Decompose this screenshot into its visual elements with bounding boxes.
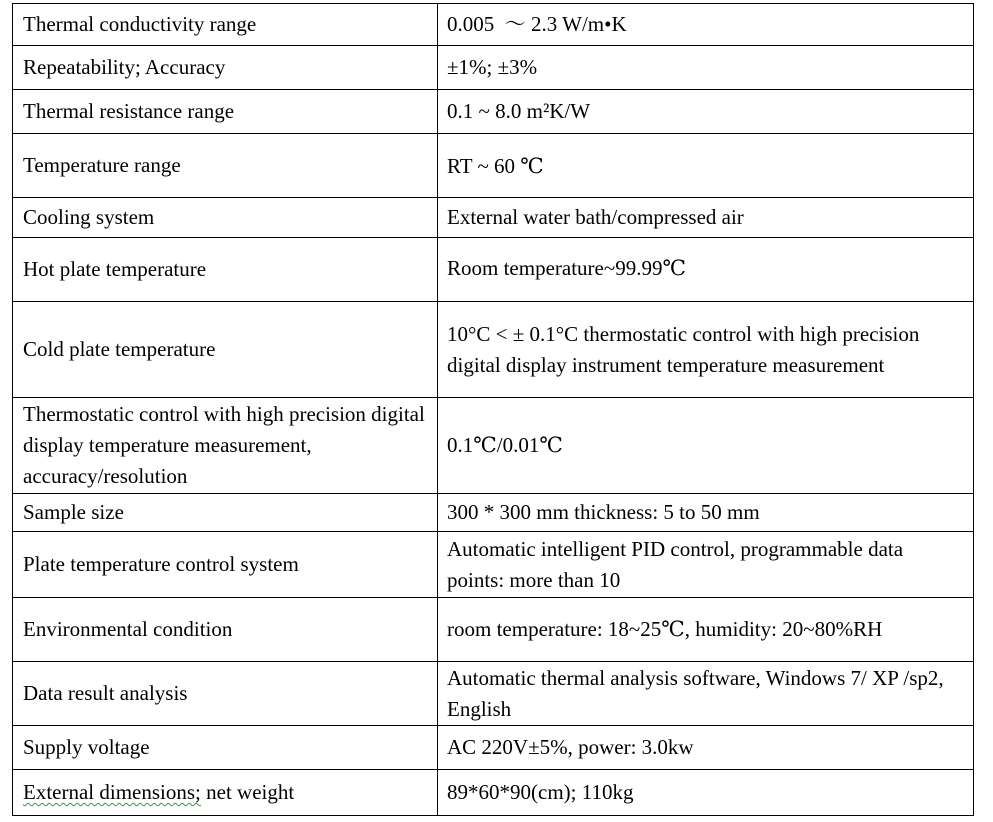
value-cell: External water bath/compressed air <box>438 198 974 238</box>
value-cell: AC 220V±5%, power: 3.0kw <box>438 726 974 770</box>
table-row <box>13 238 974 302</box>
value-cell: room temperature: 18~25℃, humidity: 20~80%RH <box>438 598 974 662</box>
value-cell: Automatic intelligent PID control, programmable data points: more than 10 <box>438 532 974 598</box>
param-cell: Repeatability; Accuracy <box>13 46 438 90</box>
param-cell: Cold plate temperature <box>13 302 438 398</box>
value-cell: 300 * 300 mm thickness: 5 to 50 mm <box>438 494 974 532</box>
value-cell: 0.005 ～ 2.3 W/m•K <box>438 4 974 46</box>
param-cell: Supply voltage <box>13 726 438 770</box>
table-row <box>13 46 974 90</box>
value-cell: RT ~ 60 ℃ <box>438 134 974 198</box>
table-row <box>13 726 974 770</box>
value-cell: 0.1℃/0.01℃ <box>438 398 974 494</box>
param-cell: Data result analysis <box>13 662 438 726</box>
table-row <box>13 398 974 494</box>
value-cell: 0.1 ~ 8.0 m²K/W <box>438 90 974 134</box>
table-row <box>13 494 974 532</box>
param-cell: Cooling system <box>13 198 438 238</box>
table-row <box>13 532 974 598</box>
param-cell: Environmental condition <box>13 598 438 662</box>
param-cell <box>13 770 438 816</box>
spec-table <box>12 3 974 816</box>
param-cell: Sample size <box>13 494 438 532</box>
table-row <box>13 4 974 46</box>
table-row <box>13 770 974 816</box>
param-cell: Thermostatic control with high precision digital display temperature measurement, accuracy/resolution <box>13 398 438 494</box>
param-cell: Plate temperature control system <box>13 532 438 598</box>
param-cell: Hot plate temperature <box>13 238 438 302</box>
param-cell: Thermal resistance range <box>13 90 438 134</box>
value-cell: Room temperature~99.99℃ <box>438 238 974 302</box>
table-row <box>13 198 974 238</box>
table-row <box>13 134 974 198</box>
value-cell: 89*60*90(cm); 110kg <box>438 770 974 816</box>
param-cell: Temperature range <box>13 134 438 198</box>
table-row <box>13 598 974 662</box>
spellcheck-underlined-text: External dimensions; <box>23 780 201 804</box>
table-row <box>13 302 974 398</box>
param-text-rest: net weight <box>200 780 295 804</box>
param-cell: Thermal conductivity range <box>13 4 438 46</box>
table-row <box>13 90 974 134</box>
value-cell: ±1%; ±3% <box>438 46 974 90</box>
value-cell: 10°C < ± 0.1°C thermostatic control with high precision digital display instrument temperature measurement <box>438 302 974 398</box>
value-cell: Automatic thermal analysis software, Windows 7/ XP /sp2, English <box>438 662 974 726</box>
table-row <box>13 662 974 726</box>
